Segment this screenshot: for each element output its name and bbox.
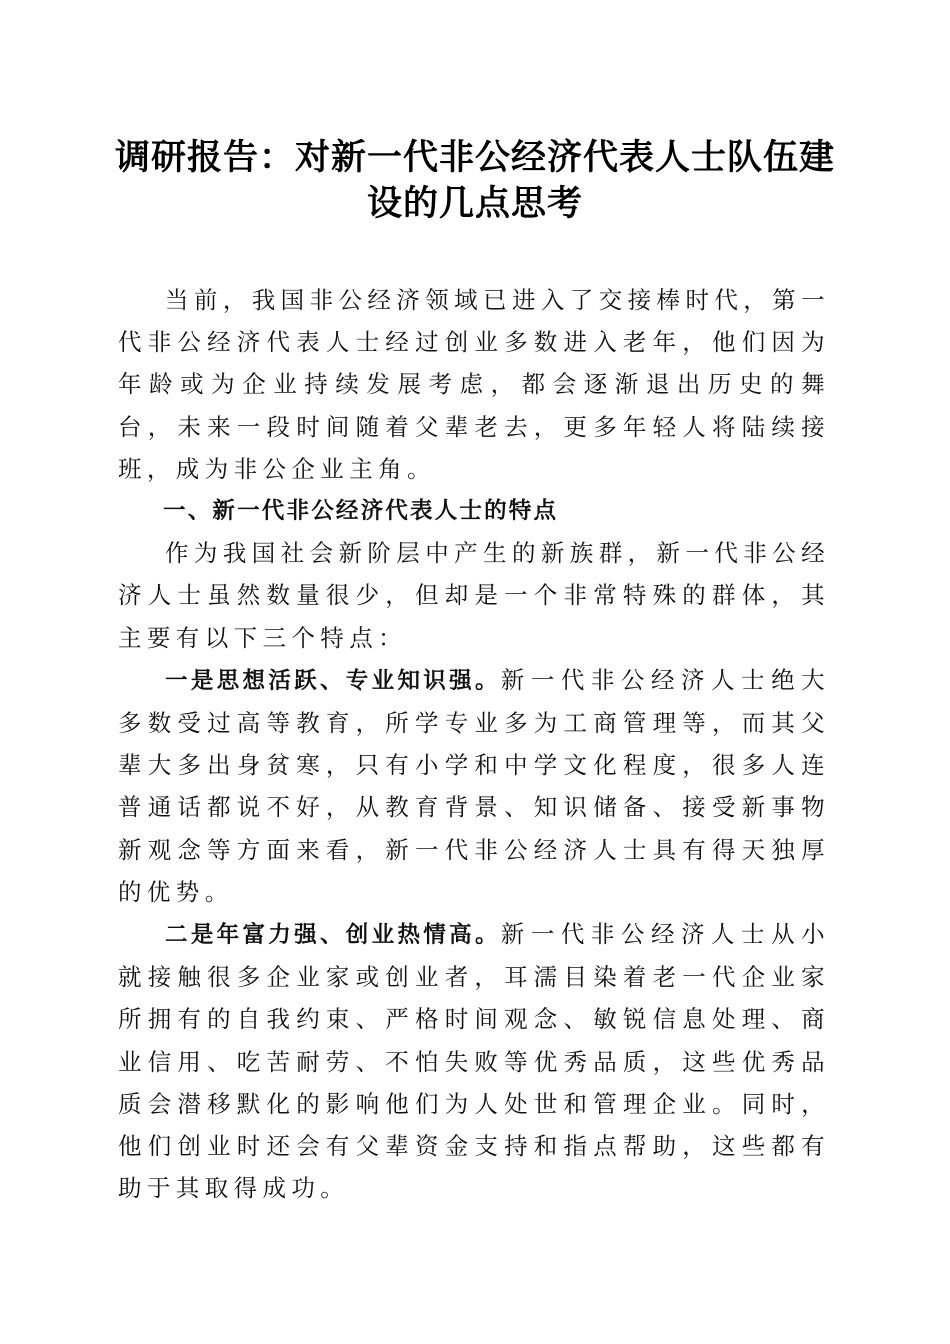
section-heading: 一、新一代非公经济代表人士的特点: [163, 498, 559, 525]
document-title: 调研报告：对新一代非公经济代表人士队伍建设的几点思考: [114, 137, 835, 224]
point-two-paragraph: [118, 913, 830, 1209]
point-one-paragraph: [118, 659, 830, 913]
document-body: [118, 279, 830, 1209]
point-two-lead: 二是年富力强、创业热情高。: [165, 922, 501, 949]
section-intro-paragraph: 作为我国社会新阶层中产生的新族群，新一代非公经济人士虽然数量很少，但却是一个非常特殊的群体，其主要有以下三个特点：: [118, 539, 830, 652]
intro-paragraph: 当前，我国非公经济领域已进入了交接棒时代，第一代非公经济代表人士经过创业多数进入老年，他们因为年龄或为企业持续发展考虑，都会逐渐退出历史的舞台，未来一段时间随着父辈老去，更多年轻人将陆续接班，成为非公企业主角。: [118, 286, 830, 483]
point-two-text: 新一代非公经济人士从小就接触很多企业家或创业者，耳濡目染着老一代企业家所拥有的自我约束、严格时间观念、敏锐信息处理、商业信用、吃苦耐劳、不怕失败等优秀品质，这些优秀品质会潜移默化的影响他们为人处世和管理企业。同时，他们创业时还会有父辈资金支持和指点帮助，这些都有助于其取得成功。: [118, 920, 830, 1203]
point-one-text: 新一代非公经济人士绝大多数受过高等教育，所学专业多为工商管理等，而其父辈大多出身贫寒，只有小学和中学文化程度，很多人连普通话都说不好，从教育背景、知识储备、接受新事物新观念等方面来看，新一代非公经济人士具有得天独厚的优势。: [118, 665, 830, 906]
point-one-lead: 一是思想活跃、专业知识强。: [165, 667, 501, 694]
